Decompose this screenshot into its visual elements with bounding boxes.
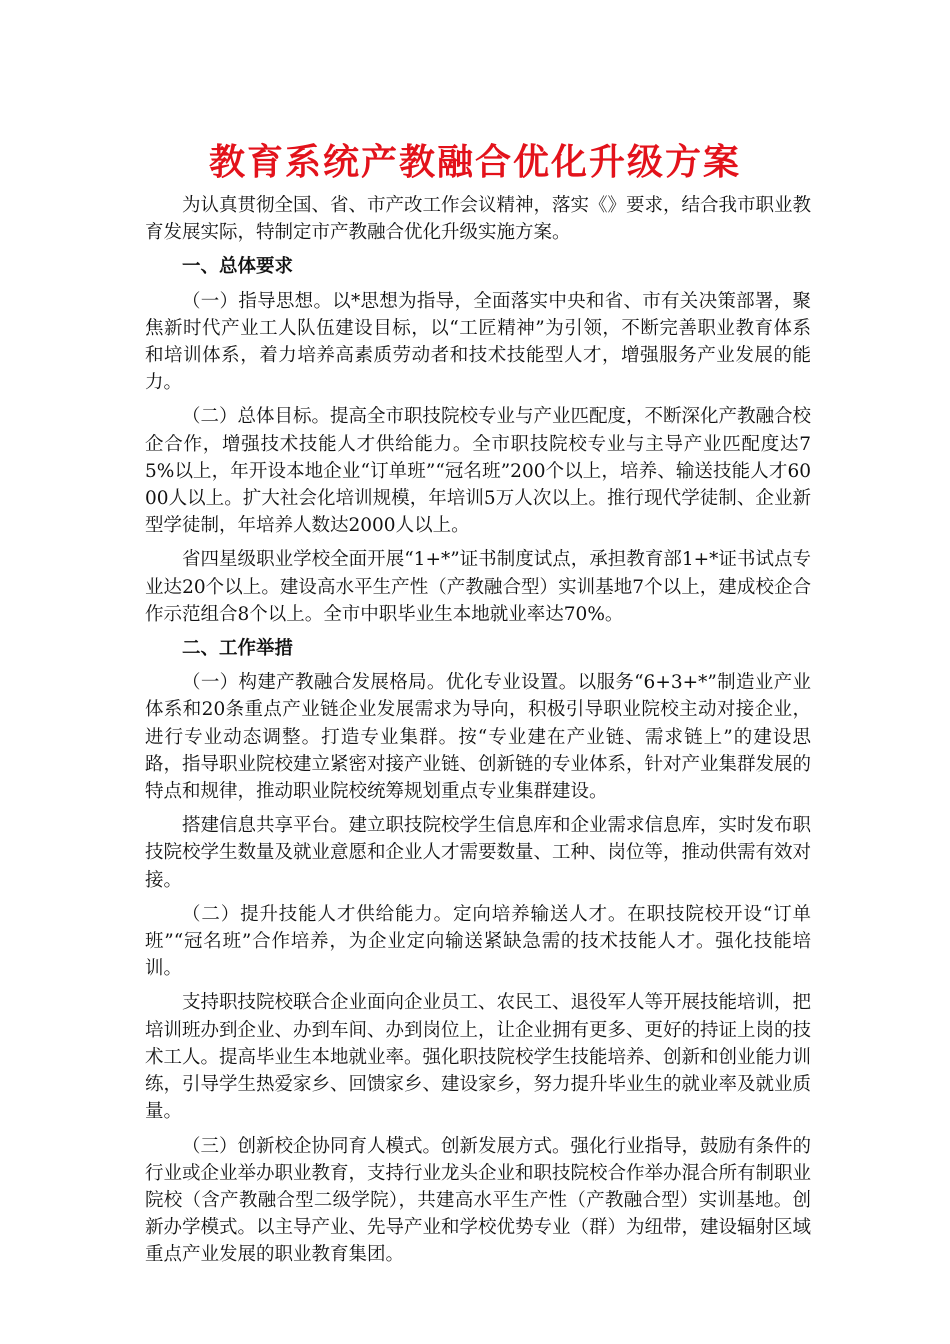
body-paragraph: 支持职技院校联合企业面向企业员工、农民工、退役军人等开展技能培训，把培训班办到企业、办到车间、办到岗位上，让企业拥有更多、更好的持证上岗的技术工人。提高毕业生本地就业率。强化职技院校学生技能培养、创新和创业能力训练，引导学生热爱家乡、回馈家乡、建设家乡，努力提升毕业生的就业率及就业质量。 [145,992,812,1123]
document-title: 教育系统产教融合优化升级方案 [208,141,741,183]
body-paragraph: 搭建信息共享平台。建立职技院校学生信息库和企业需求信息库，实时发布职技院校学生数量及就业意愿和企业人才需要数量、工种、岗位等，推动供需有效对接。 [145,815,812,891]
document-body [145,192,811,1276]
body-paragraph: （三）创新校企协同育人模式。创新发展方式。强化行业指导，鼓励有条件的行业或企业举办职业教育，支持行业龙头企业和职技院校合作举办混合所有制职业院校（含产教融合型二级学院），共建高水平生产性（产教融合型）实训基地。创新办学模式。以主导产业、先导产业和学校优势专业（群）为纽带，建设辐射区域重点产业发展的职业教育集团。 [145,1135,812,1266]
body-paragraph: （二）总体目标。提高全市职技院校专业与产业匹配度，不断深化产教融合校企合作，增强技术技能人才供给能力。全市职技院校专业与主导产业匹配度达75%以上，年开设本地企业“订单班”“冠名班”200个以上，培养、输送技能人才6000人以上。扩大社会化培训规模，年培训5万人次以上。推行现代学徒制、企业新型学徒制，年培养人数达2000人以上。 [145,406,812,537]
body-paragraph: 省四星级职业学校全面开展“1+*”证书制度试点，承担教育部1+*证书试点专业达20个以上。建设高水平生产性（产教融合型）实训基地7个以上，建成校企合作示范组合8个以上。全市中职毕业生本地就业率达70%。 [145,549,811,625]
body-paragraph: （一）构建产教融合发展格局。优化专业设置。以服务“6+3+*”制造业产业体系和20条重点产业链企业发展需求为导向，积极引导职业院校主动对接企业，进行专业动态调整。打造专业集群。按“专业建在产业链、需求链上”的建设思路，指导职业院校建立紧密对接产业链、创新链的专业体系，针对产业集群发展的特点和规律，推动职业院校统筹规划重点专业集群建设。 [145,672,812,803]
section-heading: 二、工作举措 [182,638,294,660]
body-paragraph: （二）提升技能人才供给能力。定向培养输送人才。在职技院校开设“订单班”“冠名班”合作培养，为企业定向输送紧缺急需的技术技能人才。强化技能培训。 [145,903,811,980]
body-paragraph: 为认真贯彻全国、省、市产改工作会议精神，落实《》要求，结合我市职业教育发展实际，特制定市产教融合优化升级实施方案。 [145,195,812,244]
body-paragraph: （一）指导思想。以*思想为指导，全面落实中央和省、市有关决策部署，聚焦新时代产业工人队伍建设目标，以“工匠精神”为引领，不断完善职业教育体系和培训体系，着力培养高素质劳动者和技术技能型人才，增强服务产业发展的能力。 [145,290,811,394]
section-heading: 一、总体要求 [182,256,294,278]
